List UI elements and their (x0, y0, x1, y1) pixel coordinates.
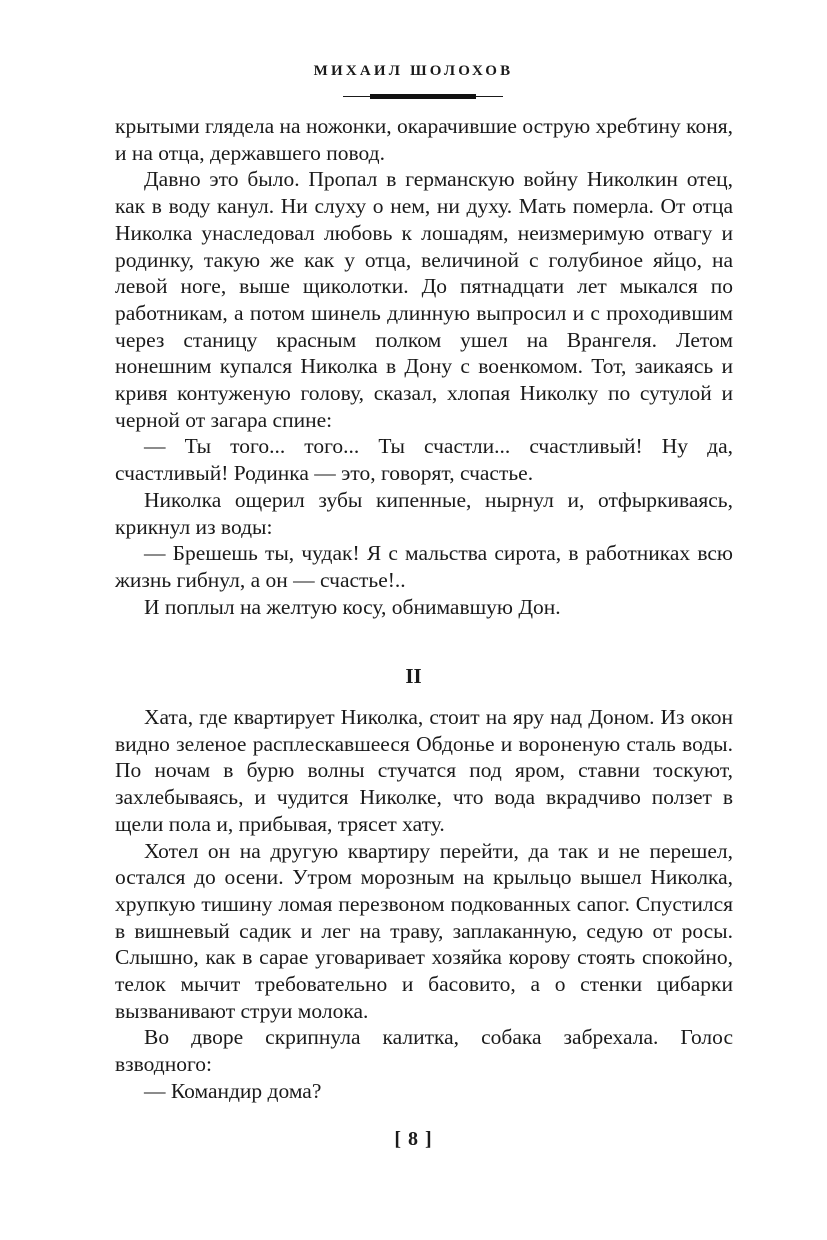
paragraph: И поплыл на желтую косу, обнимавшую Дон. (144, 594, 561, 619)
paragraph: Во дворе скрипнула калитка, собака забрехала. Голос взводного: (115, 1025, 733, 1077)
running-head (0, 62, 827, 80)
page-number: [ 8 ] (394, 1128, 433, 1150)
paragraph: Николка ощерил зубы кипенные, нырнул и, отфыркиваясь, крикнул из воды: (115, 487, 733, 539)
paragraph: крытыми глядела на ножонки, окарачившие острую хребтину коня, и на отца, державшего повод. (115, 114, 733, 165)
paragraph: — Ты того... того... Ты счастли... счастливый! Ну да, счастливый! Родинка — это, говорят, счастье. (115, 434, 733, 486)
paragraph: Давно это было. Пропал в германскую войну Николкин отец, как в воду канул. Ни слуху о нем, ни духу. Мать померла. От отца Николка унаследовал любовь к лошадям, неизмеримую отвагу и родинку, такую же как у отца, величиной с голубиное яйцо, на левой ноге, выше щиколотки. До пятнадцати лет мыкался по работникам, а потом шинель длинную выпросил и с проходившим через станицу красным полком ушел на Врангеля. Летом нонешним купался Николка в Дону с военкомом. Тот, заикаясь и кривя контуженую голову, сказал, хлопая Николку по сутулой и черной от загара спине: (115, 167, 733, 432)
body-text-part2 (115, 704, 733, 1105)
header-rule-accent (370, 94, 476, 99)
author-name: МИХАИЛ ШОЛОХОВ (313, 63, 514, 79)
paragraph: Хата, где квартирует Николка, стоит на яру над Доном. Из окон видно зеленое расплескавшееся Обдонье и вороненую сталь воды. По ночам в бурю волны стучатся под яром, ставни тоскуют, захлебываясь, и чудится Николке, что вода вкрадчиво ползет в щели пола и, прибывая, трясет хату. (115, 705, 733, 836)
paragraph: Хотел он на другую квартиру перейти, да так и не перешел, остался до осени. Утром морозным на крыльцо вышел Николка, хрупкую тишину ломая перезвоном подкованных сапог. Спустился в вишневый садик и лег на траву, заплаканную, седую от росы. Слышно, как в сарае уговаривает хозяйка корову стоять спокойно, телок мычит требовательно и басовито, а о стенки цибарки вызванивают струи молока. (115, 838, 733, 1023)
chapter-heading: II (405, 664, 422, 688)
body-text-part1 (115, 113, 733, 620)
paragraph: — Командир дома? (144, 1078, 322, 1103)
paragraph: — Брешешь ты, чудак! Я с мальства сирота, в работниках всю жизнь гибнул, а он — счастье!.. (115, 541, 733, 592)
